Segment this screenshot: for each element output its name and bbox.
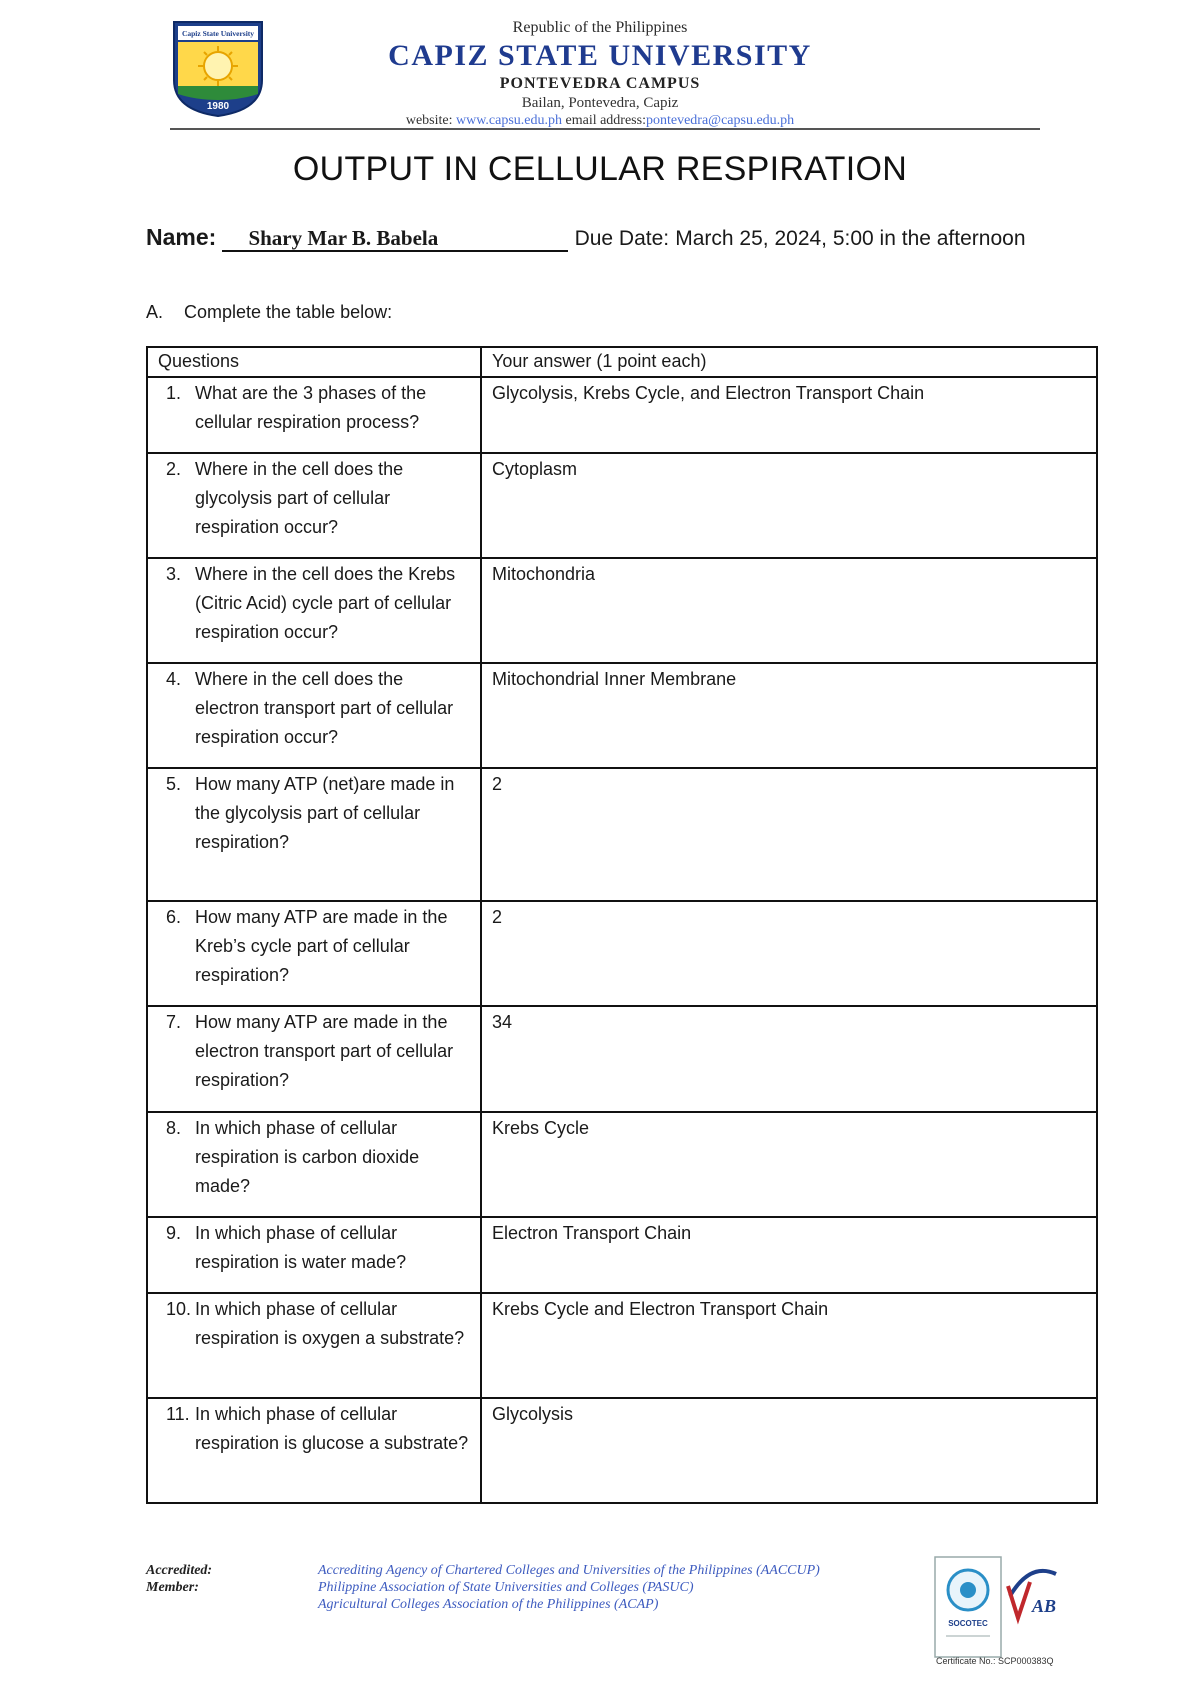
- question-cell: [147, 558, 481, 663]
- table-row: [147, 1293, 1097, 1398]
- answer-cell: Electron Transport Chain: [481, 1217, 1097, 1293]
- table-row: [147, 901, 1097, 1006]
- question-cell: [147, 1112, 481, 1217]
- letterhead: [300, 18, 900, 130]
- question-cell: [147, 663, 481, 768]
- answer-cell: Mitochondria: [481, 558, 1097, 663]
- answer-cell: Krebs Cycle: [481, 1112, 1097, 1217]
- table-header-row: [147, 347, 1097, 377]
- document-title: OUTPUT IN CELLULAR RESPIRATION: [292, 150, 908, 188]
- question-text: How many ATP are made in the electron transport part of cellular respiration?: [195, 1012, 454, 1090]
- question-text: In which phase of cellular respiration is glucose a substrate?: [195, 1404, 469, 1453]
- cert-mark: AB: [1031, 1596, 1057, 1616]
- answer-cell: Cytoplasm: [481, 453, 1097, 558]
- campus-address: Bailan, Pontevedra, Capiz: [521, 95, 679, 111]
- university-logo: [170, 18, 266, 118]
- instruction-text: Complete the table below:: [184, 302, 393, 322]
- question-text: In which phase of cellular respiration is oxygen a substrate?: [195, 1299, 465, 1348]
- ab-mark-icon: [1010, 1571, 1056, 1596]
- footer-labels: [146, 1562, 212, 1596]
- answer-cell: Glycolysis, Krebs Cycle, and Electron Transport Chain: [481, 377, 1097, 453]
- table-row: [147, 377, 1097, 453]
- org-acap: Agricultural Colleges Association of the Philippines (ACAP): [318, 1597, 659, 1612]
- question-text: In which phase of cellular respiration is water made?: [195, 1223, 407, 1272]
- question-number: 5.: [166, 774, 182, 794]
- table-row: [147, 1217, 1097, 1293]
- table-row: [147, 1006, 1097, 1112]
- question-text: How many ATP (net)are made in the glycolysis part of cellular respiration?: [195, 774, 455, 852]
- question-cell: [147, 1217, 481, 1293]
- answer-cell: Mitochondrial Inner Membrane: [481, 663, 1097, 768]
- question-number: 2.: [166, 459, 182, 479]
- question-number: 9.: [166, 1223, 182, 1243]
- question-cell: [147, 901, 481, 1006]
- column-header-answer: Your answer (1 point each): [481, 347, 1097, 377]
- table-row: [147, 663, 1097, 768]
- campus-name: PONTEVEDRA CAMPUS: [499, 75, 701, 92]
- certification-badge: [934, 1556, 1062, 1660]
- table-row: [147, 1112, 1097, 1217]
- question-text: Where in the cell does the electron transport part of cellular respiration occur?: [195, 669, 454, 747]
- question-cell: [147, 1293, 481, 1398]
- republic-text: Republic of the Philippines: [512, 19, 688, 36]
- table-row: [147, 1398, 1097, 1503]
- website-label: website:: [405, 113, 453, 128]
- answer-cell: 2: [481, 901, 1097, 1006]
- qa-table: [146, 346, 1098, 1504]
- question-number: 8.: [166, 1118, 182, 1138]
- university-name: CAPIZ STATE UNIVERSITY: [388, 39, 812, 72]
- footer-orgs: [318, 1562, 820, 1613]
- due-date: March 25, 2024, 5:00 in the afternoon: [675, 227, 1026, 250]
- student-name: Shary Mar B. Babela: [222, 226, 568, 252]
- website-link[interactable]: www.capsu.edu.ph: [455, 113, 562, 128]
- question-text: What are the 3 phases of the cellular respiration process?: [195, 383, 427, 432]
- question-text: In which phase of cellular respiration is carbon dioxide made?: [195, 1118, 420, 1196]
- column-header-questions: Questions: [147, 347, 481, 377]
- answer-cell: Glycolysis: [481, 1398, 1097, 1503]
- instruction-marker: A.: [146, 302, 164, 322]
- table-row: [147, 558, 1097, 663]
- table-row: [147, 768, 1097, 901]
- question-text: Where in the cell does the Krebs (Citric Acid) cycle part of cellular respiration occur?: [195, 564, 456, 642]
- certificate-number: Certificate No.: SCP000383Q: [936, 1656, 1054, 1666]
- email-link[interactable]: pontevedra@capsu.edu.ph: [645, 113, 795, 128]
- table-row: [147, 453, 1097, 558]
- question-number: 1.: [166, 383, 182, 403]
- student-info: [146, 220, 1046, 256]
- question-text: Where in the cell does the glycolysis part of cellular respiration occur?: [195, 459, 404, 537]
- org-aaccup: Accrediting Agency of Chartered Colleges and Universities of the Philippines (AACCUP): [318, 1563, 820, 1578]
- answer-cell: Krebs Cycle and Electron Transport Chain: [481, 1293, 1097, 1398]
- question-cell: [147, 1006, 481, 1112]
- question-number: 11.: [166, 1404, 190, 1424]
- question-cell: [147, 1398, 481, 1503]
- email-label: email address:: [565, 113, 646, 128]
- answer-cell: 34: [481, 1006, 1097, 1112]
- question-number: 4.: [166, 669, 182, 689]
- header-divider: [170, 128, 1040, 130]
- logo-top-text: Capiz State University: [181, 29, 255, 38]
- question-cell: [147, 453, 481, 558]
- question-cell: [147, 768, 481, 901]
- question-number: 7.: [166, 1012, 182, 1032]
- org-pasuc: Philippine Association of State Universities and Colleges (PASUC): [318, 1580, 694, 1595]
- logo-year: 1980: [206, 101, 230, 112]
- answer-cell: 2: [481, 768, 1097, 901]
- due-date-label: Due Date:: [574, 227, 670, 250]
- question-cell: [147, 377, 481, 453]
- member-label: Member:: [146, 1580, 199, 1595]
- cert-brand: SOCOTEC: [948, 1619, 988, 1628]
- accredited-label: Accredited:: [146, 1563, 213, 1578]
- question-text: How many ATP are made in the Kreb’s cycle part of cellular respiration?: [195, 907, 448, 985]
- question-number: 10.: [166, 1299, 192, 1319]
- question-number: 6.: [166, 907, 182, 927]
- instruction: [146, 302, 392, 323]
- question-number: 3.: [166, 564, 182, 584]
- name-label: Name:: [146, 224, 217, 250]
